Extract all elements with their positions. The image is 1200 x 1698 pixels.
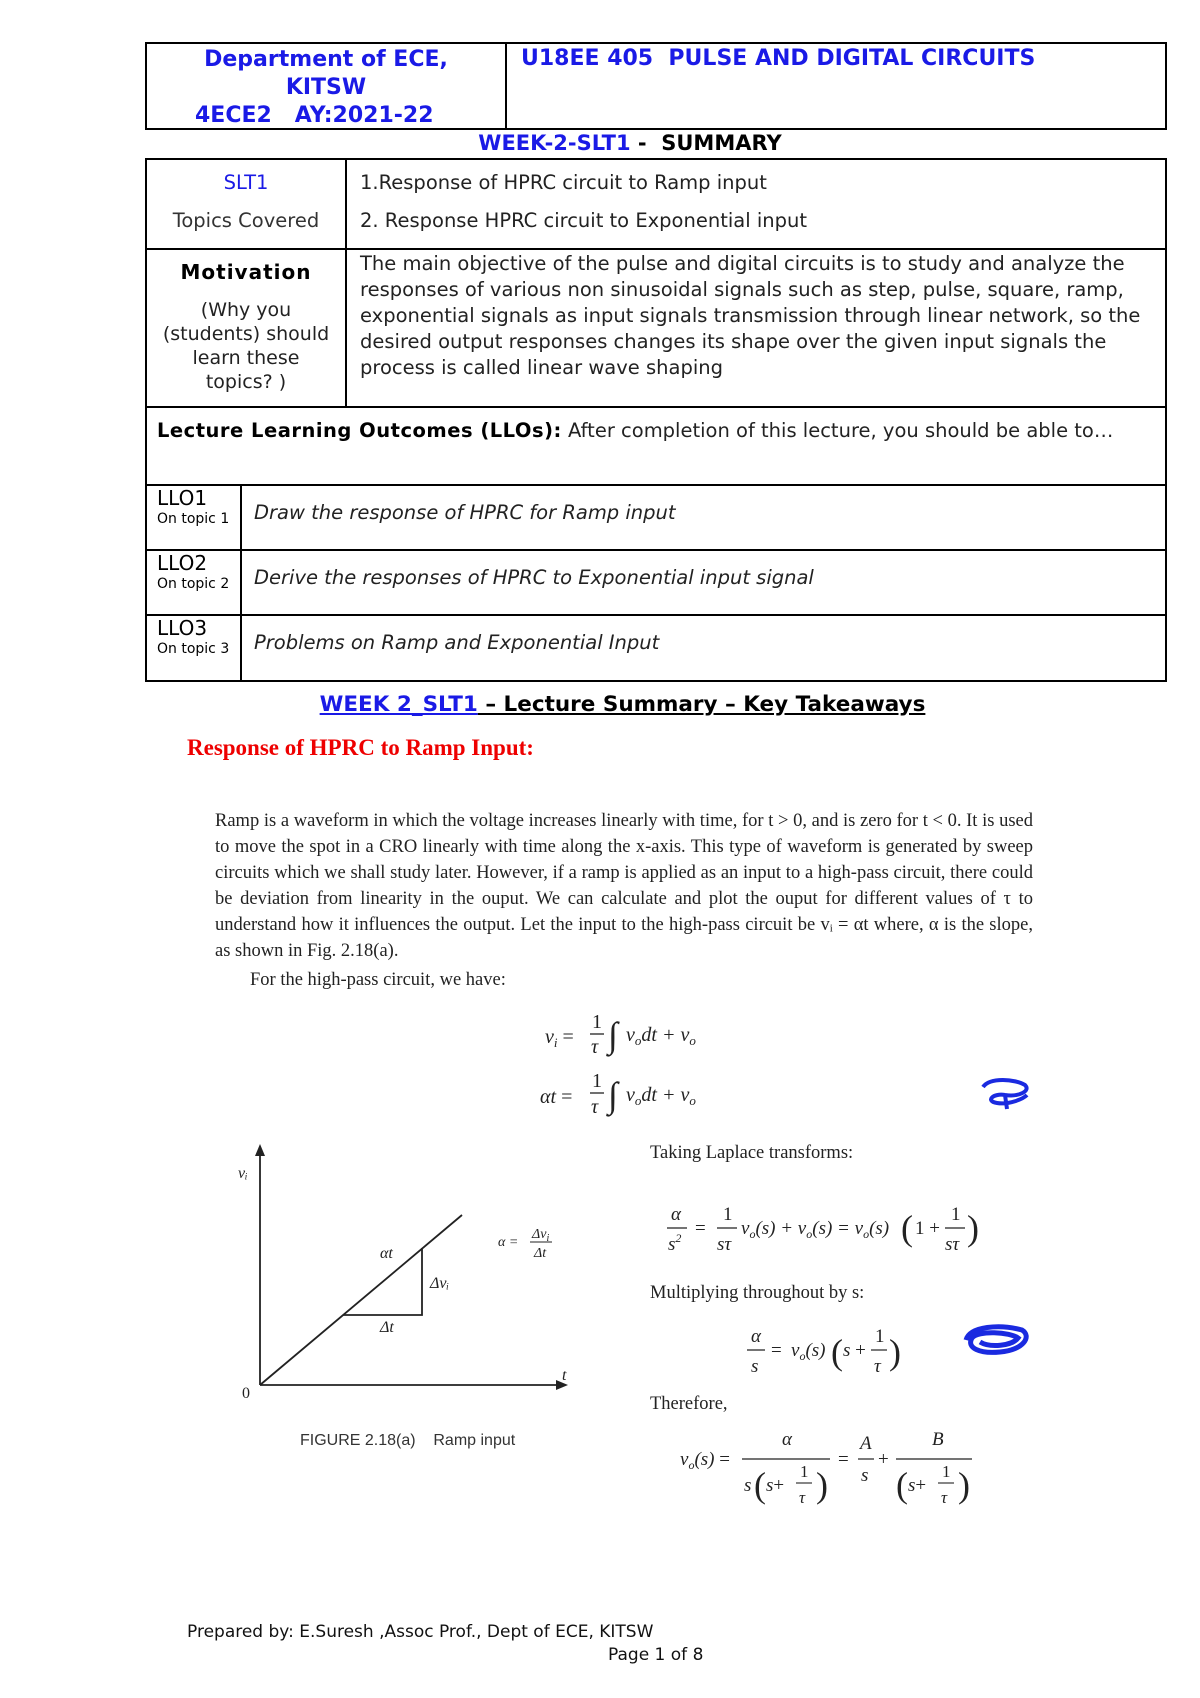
- summary-table: [145, 158, 1167, 682]
- multiply-text: Multiplying throughout by s:: [650, 1283, 865, 1303]
- svg-text:+: +: [878, 1449, 889, 1470]
- llo-row-1: [147, 486, 1165, 551]
- svg-text:vodt + vo: $v_odt + v_o$: [626, 1084, 696, 1108]
- page-number: Page 1 of 8: [608, 1645, 704, 1665]
- svg-text:∫: ∫: [608, 1075, 618, 1115]
- prepared-by: Prepared by: E.Suresh ,Assoc Prof., Dept of ECE, KITSW: [187, 1622, 654, 1642]
- svg-text:=: =: [771, 1340, 782, 1361]
- svg-text:=: =: [838, 1449, 849, 1470]
- svg-text:αt =: αt =: [540, 1086, 573, 1108]
- llo-id-cell: [147, 486, 242, 549]
- fig-alpha-label: α =: [498, 1235, 519, 1250]
- svg-text:α: α: [782, 1429, 792, 1450]
- llo-id: LLO3: [157, 616, 208, 640]
- fig-dt-label: Δt: [380, 1319, 394, 1336]
- class-line: 4ECE2 AY:2021-22: [195, 103, 434, 128]
- svg-text:Δt: Δt: [534, 1246, 547, 1261]
- summary-heading: [0, 692, 1200, 717]
- svg-text:(: (: [896, 1465, 908, 1505]
- llo-text: Problems on Ramp and Exponential Input: [254, 631, 660, 654]
- svg-text:): ): [958, 1465, 970, 1505]
- svg-text:α: α: [751, 1326, 761, 1347]
- svg-text:s: s: [751, 1356, 759, 1377]
- svg-text:sτ: sτ: [945, 1234, 960, 1255]
- summary-heading-link[interactable]: WEEK 2_SLT1: [319, 692, 478, 717]
- llo-topic: On topic 2: [157, 576, 230, 592]
- svg-text:1: 1: [592, 1070, 602, 1092]
- fig-t-label: t: [562, 1367, 567, 1384]
- svg-text:α: α: [671, 1204, 681, 1225]
- figure-caption: FIGURE 2.18(a) Ramp input: [300, 1432, 516, 1449]
- motivation-subtitle: (Why you (students) should learn these topics? ): [162, 299, 330, 393]
- llo-intro-bold: Lecture Learning Outcomes (LLOs):: [157, 419, 562, 442]
- book-paragraph: Ramp is a waveform in which the voltage increases linearly with time, for t > 0, and is zero for t < 0. It is used to move the spot in a CRO linearly with time along the x-axis. This type of waveform is generated by sweep circuits which we shall study later. However, if a ramp is applied as an input to a high-pass circuit, there could be deviation from linearity in the ouput. We can calculate and plot the ouput for different values of τ to understand how it influences the output. Let the input to the high-pass circuit be vᵢ = αt where, α is the slope, as shown in Fig. 2.18(a).: [215, 811, 1033, 961]
- ramp-input-figure: [230, 1140, 600, 1460]
- fig-vi-label: vᵢ: [238, 1165, 248, 1182]
- llo-topic: On topic 1: [157, 511, 230, 527]
- svg-text:τ: τ: [941, 1488, 948, 1507]
- llo-text: Draw the response of HPRC for Ramp input: [254, 501, 676, 524]
- laplace-equation: [665, 1198, 985, 1268]
- svg-text:): ): [889, 1332, 901, 1372]
- fig-dvi-label: Δvᵢ: [430, 1275, 450, 1292]
- week-heading: [0, 131, 1200, 155]
- svg-text:1: 1: [951, 1204, 961, 1225]
- llo-id-cell: [147, 616, 242, 680]
- integral-equations: [540, 1003, 710, 1123]
- llo-row-2: [147, 551, 1165, 616]
- llo-id: LLO2: [157, 551, 208, 575]
- svg-text:vo(s) + vo(s) = vo(s): $v_o(s) + v_o(s) = v_o(s)$: [741, 1218, 890, 1241]
- y-arrow: [255, 1144, 265, 1156]
- svg-text:1: 1: [875, 1326, 885, 1347]
- pen-scribble-2: [960, 1318, 1035, 1363]
- pen-scribble-1: [975, 1075, 1035, 1115]
- motivation-text: The main objective of the pulse and digital circuits is to study and analyze the responses of various non sinusoidal signals such as step, pulse, square, ramp, exponential signals as input signals transmission through linear network, so the desired output responses changes its shape over the given input signals the process is called linear wave shaping: [360, 252, 1141, 379]
- topics-label-cell: [147, 160, 347, 248]
- svg-text:): ): [816, 1465, 828, 1505]
- svg-text:s: s: [861, 1465, 869, 1486]
- svg-text:1: 1: [800, 1462, 809, 1481]
- svg-text:(: (: [901, 1208, 913, 1248]
- motivation-row: [147, 250, 1165, 408]
- dept-line1: Department of ECE,: [204, 47, 448, 72]
- svg-text:(: (: [754, 1465, 766, 1505]
- topics-label: Topics Covered: [172, 209, 320, 232]
- llo-topic: On topic 3: [157, 641, 230, 657]
- header-dept-cell: [147, 44, 507, 128]
- svg-text:s2: $s^2$: [668, 1231, 682, 1255]
- svg-text:(: (: [831, 1332, 843, 1372]
- svg-text:s: s: [744, 1475, 752, 1496]
- svg-text:vodt + vo: $v_odt + v_o$: [626, 1024, 696, 1048]
- llo-text: Derive the responses of HPRC to Exponential input signal: [254, 566, 814, 589]
- summary-heading-rest: – Lecture Summary – Key Takeaways: [477, 692, 926, 717]
- course-title: U18EE 405 PULSE AND DIGITAL CIRCUITS: [521, 46, 1036, 71]
- svg-text:1: 1: [942, 1462, 951, 1481]
- week-heading-label: WEEK-2-SLT1: [478, 131, 631, 155]
- svg-text:vo(s) =: $v_o(s)$ =: [680, 1449, 730, 1472]
- svg-text:=: =: [695, 1218, 706, 1239]
- svg-text:s+: s+: [766, 1475, 785, 1496]
- svg-text:vo(s): $v_o(s)$: [791, 1340, 826, 1363]
- svg-text:A: A: [860, 1433, 872, 1454]
- svg-text:vi =: $v_i$ =: [545, 1026, 574, 1050]
- for-hp-text: For the high-pass circuit, we have:: [250, 970, 506, 990]
- svg-text:1 +: 1 +: [915, 1218, 940, 1239]
- svg-text:s +: s +: [843, 1340, 866, 1361]
- header-box: [145, 42, 1167, 130]
- svg-text:τ: τ: [874, 1356, 881, 1377]
- svg-text:s+: s+: [908, 1475, 927, 1496]
- llo-id-cell: [147, 551, 242, 614]
- fig-zero-label: 0: [242, 1385, 250, 1402]
- svg-text:1: 1: [592, 1011, 602, 1033]
- therefore-text: Therefore,: [650, 1394, 728, 1414]
- svg-text:τ: τ: [799, 1488, 806, 1507]
- partial-fraction-equation: [680, 1425, 1000, 1515]
- motivation-title: Motivation: [180, 260, 312, 284]
- svg-text:τ: τ: [591, 1096, 599, 1118]
- svg-text:Δvi: $\Delta v_i$: [532, 1227, 550, 1244]
- svg-text:1: 1: [723, 1204, 733, 1225]
- svg-text:∫: ∫: [608, 1015, 618, 1055]
- llo-id: LLO1: [157, 486, 208, 510]
- slt-label: SLT1: [223, 171, 269, 194]
- svg-text:B: B: [932, 1429, 944, 1450]
- llo-intro-rest: After completion of this lecture, you should be able to…: [561, 419, 1114, 442]
- llo-intro: [157, 418, 1157, 444]
- motivation-label-cell: [147, 250, 347, 406]
- topic-2: 2. Response HPRC circuit to Exponential input: [360, 209, 807, 232]
- fig-at-label: αt: [380, 1245, 393, 1262]
- section-title: Response of HPRC to Ramp Input:: [187, 735, 534, 760]
- multiply-equation: [745, 1320, 905, 1390]
- llo-intro-row: [147, 408, 1165, 486]
- topics-row: [147, 160, 1165, 250]
- svg-text:): ): [967, 1208, 979, 1248]
- llo-row-3: [147, 616, 1165, 680]
- laplace-text: Taking Laplace transforms:: [650, 1143, 854, 1163]
- dept-line2: KITSW: [285, 75, 367, 100]
- ramp-line: [260, 1215, 462, 1385]
- svg-text:sτ: sτ: [717, 1234, 732, 1255]
- svg-text:τ: τ: [591, 1036, 599, 1058]
- week-heading-rest: - SUMMARY: [630, 131, 782, 155]
- topic-1: 1.Response of HPRC circuit to Ramp input: [360, 171, 767, 194]
